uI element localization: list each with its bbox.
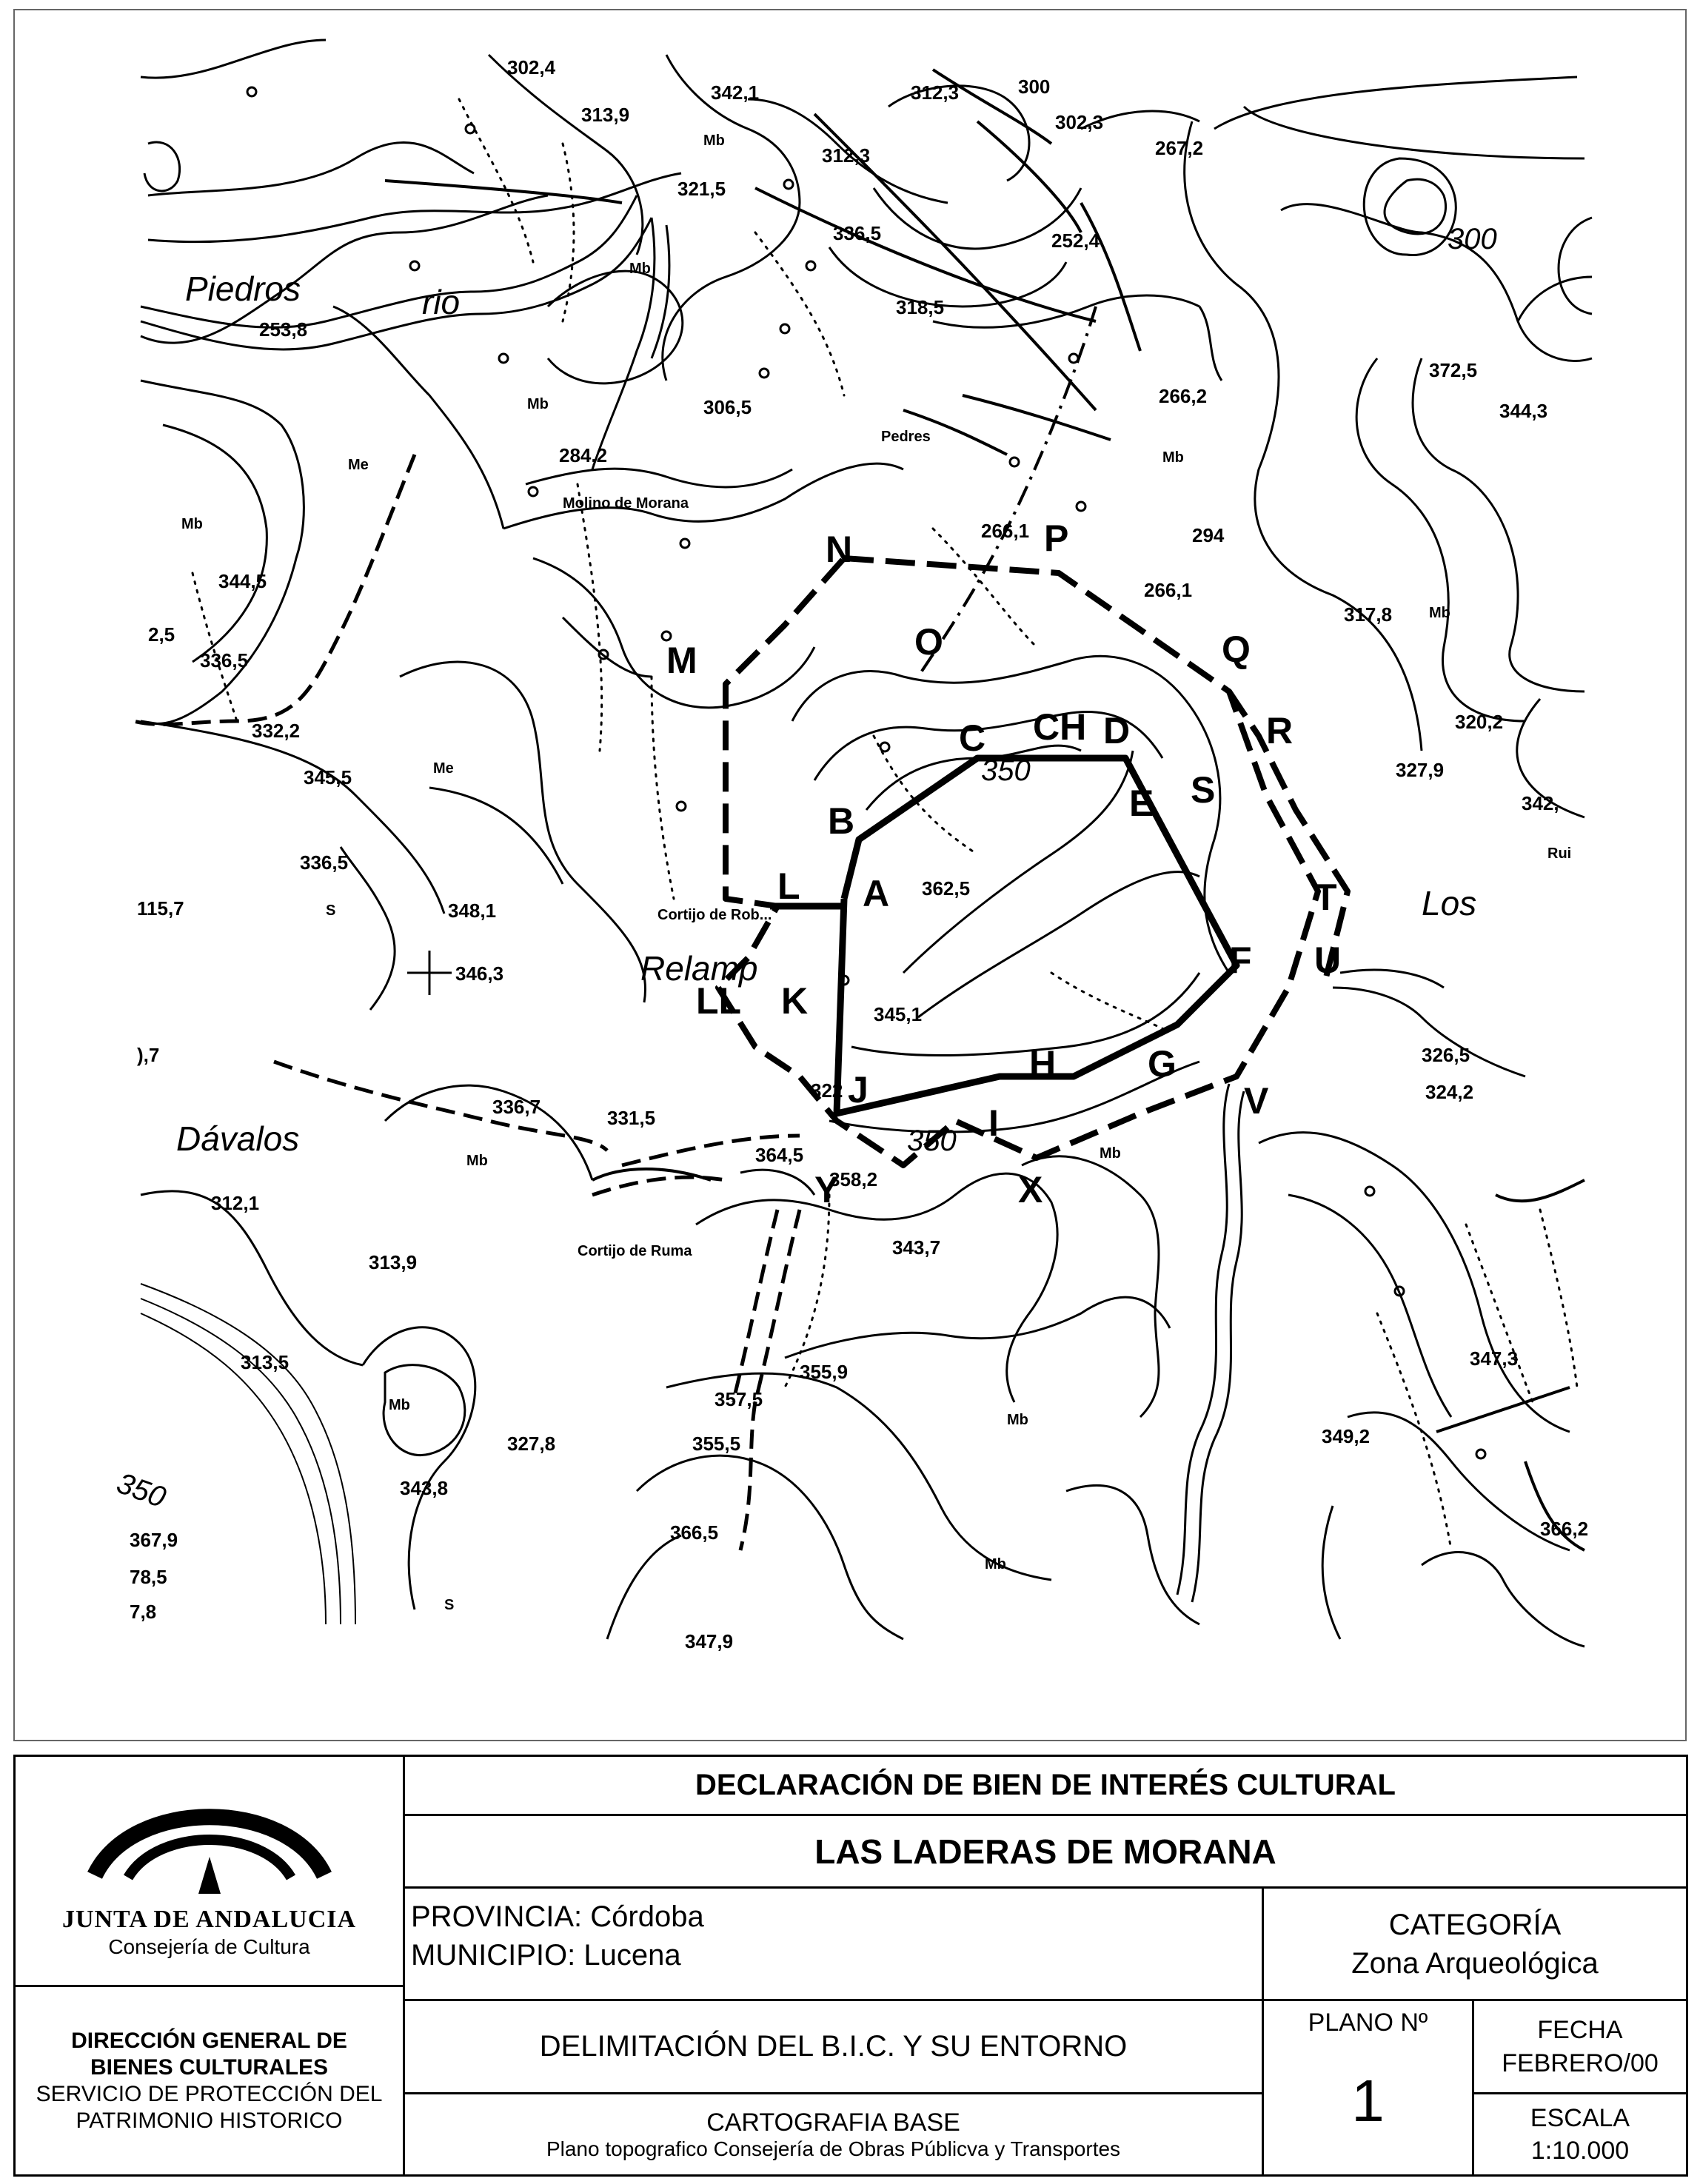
spot-height: 345,5 — [304, 766, 352, 788]
spot-height: 342,1 — [711, 81, 760, 104]
spot-height: 300 — [1018, 76, 1051, 98]
municipio-label: MUNICIPIO: — [411, 1939, 576, 1972]
spot-height: 347,9 — [685, 1630, 734, 1652]
spot-height: 266,1 — [981, 520, 1030, 542]
spot-height: 336,5 — [833, 222, 882, 244]
spot-height: 336,5 — [300, 851, 349, 874]
topographic-map — [13, 9, 1687, 1741]
spot-height: 366,5 — [670, 1521, 719, 1544]
vertex-letter: H — [1029, 1043, 1057, 1085]
provincia-line — [411, 1897, 1255, 1936]
plano-value: 1 — [1351, 2068, 1385, 2134]
spot-height: 345,1 — [874, 1003, 923, 1025]
vertex-letter: D — [1103, 710, 1131, 751]
direction-line-3: SERVICIO DE PROTECCIÓN DEL — [36, 2081, 383, 2106]
feature-label: Mb — [1162, 449, 1184, 466]
org-name: JUNTA DE ANDALUCIA — [61, 1906, 357, 1933]
feature-label: Mb — [985, 1556, 1006, 1572]
vertex-letter: X — [1018, 1169, 1043, 1210]
contour-label-300: 300 — [1448, 223, 1497, 255]
spot-height: 320,2 — [1455, 711, 1504, 733]
plano-cell — [1264, 2001, 1472, 2174]
vertex-letter: Q — [1222, 629, 1251, 670]
site-name-row — [405, 1816, 1686, 1886]
feature-label: Mb — [1100, 1145, 1121, 1162]
spot-height: 267,2 — [1155, 137, 1204, 159]
vertex-letter: R — [1266, 710, 1294, 751]
feature-label: Rui — [1547, 845, 1572, 862]
spot-height: 343,8 — [400, 1477, 449, 1499]
declaration-title: DECLARACIÓN DE BIEN DE INTERÉS CULTURAL — [695, 1769, 1396, 1801]
feature-label: Cortijo de Ruma — [578, 1243, 692, 1259]
vertex-letter: V — [1244, 1080, 1269, 1122]
cartografia-cell — [405, 2094, 1262, 2174]
feature-label: Mb — [527, 396, 549, 412]
vertex-letter: N — [826, 529, 853, 570]
contour-lines — [141, 40, 1592, 1647]
spot-height: 266,1 — [1144, 579, 1193, 601]
site-name: LAS LADERAS DE MORANA — [814, 1832, 1276, 1871]
feature-label: Mb — [1429, 605, 1450, 621]
municipio-value: Lucena — [583, 1939, 681, 1972]
spot-height: 336,7 — [492, 1096, 541, 1118]
spot-height: 366,2 — [1540, 1518, 1589, 1540]
spot-height: 344,3 — [1499, 400, 1548, 422]
spot-height: 364,5 — [755, 1144, 804, 1166]
contour-label-350: 350 — [907, 1125, 957, 1157]
spot-height: 347,3 — [1470, 1347, 1519, 1370]
spot-height: 306,5 — [703, 396, 752, 418]
place-name-piedros: Piedros — [185, 269, 301, 308]
vertex-letter: P — [1044, 517, 1069, 559]
vertex-letter: O — [914, 621, 943, 663]
department-name: Consejería de Cultura — [108, 1935, 310, 1958]
feature-label: Me — [348, 457, 369, 473]
spot-height: 336,5 — [200, 649, 249, 671]
logo-area — [16, 1757, 403, 1985]
vertex-letter: T — [1314, 877, 1337, 918]
location-info — [411, 1897, 1255, 1997]
spot-height: 313,9 — [581, 104, 630, 126]
escala-value: 1:10.000 — [1530, 2137, 1630, 2165]
spot-height: 357,5 — [715, 1388, 763, 1410]
place-name-relamp: Relamp — [640, 949, 758, 988]
spot-height: 313,9 — [369, 1251, 418, 1273]
title-block — [13, 1755, 1688, 2177]
vertex-letter: A — [863, 873, 890, 914]
spot-height: 322 — [811, 1079, 843, 1102]
spot-height: 358,2 — [829, 1168, 878, 1190]
direction-line-1: DIRECCIÓN GENERAL DE — [71, 2028, 347, 2053]
spot-height: 372,5 — [1429, 359, 1478, 381]
vertex-letter: F — [1229, 939, 1252, 981]
spot-height: 324,2 — [1425, 1081, 1474, 1103]
vertex-letter: LL — [696, 980, 742, 1022]
provincia-label: PROVINCIA: — [411, 1900, 583, 1933]
feature-label: Pedres — [881, 429, 931, 445]
spot-height: 266,2 — [1159, 385, 1208, 407]
spot-height: 355,9 — [800, 1361, 849, 1383]
spot-height: 331,5 — [607, 1107, 656, 1129]
spot-height: 348,1 — [448, 900, 497, 922]
contour-label-350: 350 — [112, 1467, 170, 1515]
junta-andalucia-logo — [87, 1783, 332, 1901]
feature-label: Mb — [181, 516, 203, 532]
delimitacion-text: DELIMITACIÓN DEL B.I.C. Y SU ENTORNO — [539, 2030, 1128, 2063]
spot-height: 312,1 — [211, 1192, 260, 1214]
spot-height: 78,5 — [130, 1566, 167, 1588]
spot-height: 313,5 — [241, 1351, 290, 1373]
spot-height: 332,2 — [252, 720, 301, 742]
spot-height: 302,3 — [1055, 111, 1104, 133]
fecha-cell — [1474, 2001, 1686, 2092]
spot-height: 344,5 — [218, 570, 267, 592]
feature-label: S — [444, 1597, 455, 1613]
direction-line-2: BIENES CULTURALES — [90, 2054, 329, 2080]
plano-label: PLANO Nº — [1308, 2009, 1428, 2037]
fecha-label: FECHA — [1537, 2016, 1623, 2045]
vertex-letter: I — [988, 1102, 999, 1144]
spot-height: 312,3 — [911, 81, 960, 104]
direction-line-4: PATRIMONIO HISTORICO — [76, 2108, 343, 2133]
feature-label: Mb — [389, 1397, 410, 1413]
provincia-value: Córdoba — [590, 1900, 704, 1933]
categoria-label: CATEGORÍA — [1388, 1908, 1562, 1941]
vertex-letter: Y — [814, 1169, 840, 1210]
spot-height: ),7 — [137, 1044, 160, 1066]
vertex-letter: S — [1191, 769, 1216, 811]
feature-label: Cortijo de Rob... — [657, 907, 772, 923]
feature-label: S — [326, 902, 336, 919]
contour-label-350: 350 — [981, 754, 1031, 787]
feature-label: Mb — [703, 133, 725, 149]
direction-area — [16, 1987, 403, 2174]
spot-height: 326,5 — [1422, 1044, 1470, 1066]
spot-height: 318,5 — [896, 296, 945, 318]
feature-label: Mb — [466, 1153, 488, 1169]
vertex-letter: M — [666, 640, 697, 681]
spot-height: 362,5 — [922, 877, 971, 900]
vertex-letter: E — [1129, 783, 1154, 824]
spot-height: 367,9 — [130, 1529, 178, 1551]
spot-height: 321,5 — [677, 178, 726, 200]
spot-height: 342, — [1522, 792, 1559, 814]
vertex-letter: U — [1314, 939, 1342, 981]
spot-height: 302,4 — [507, 56, 556, 78]
feature-label: Molino de Morana — [563, 495, 689, 512]
feature-label: Mb — [1007, 1412, 1028, 1428]
feature-label: Mb — [629, 261, 651, 277]
fecha-value: FEBRERO/00 — [1502, 2049, 1659, 2077]
vertex-letter: L — [777, 865, 800, 907]
place-name-davalos: Dávalos — [176, 1119, 300, 1158]
feature-label: Me — [433, 760, 454, 777]
categoria-cell — [1264, 1889, 1686, 1999]
delimitacion-cell — [405, 2001, 1262, 2092]
spot-height: 253,8 — [259, 318, 308, 341]
vertex-letter: C — [959, 717, 986, 759]
spot-height: 2,5 — [148, 623, 175, 646]
spot-height: 343,7 — [892, 1236, 941, 1259]
spot-height: 349,2 — [1322, 1425, 1371, 1447]
vertex-letter: G — [1148, 1043, 1177, 1085]
spot-height: 284,2 — [559, 444, 608, 466]
escala-cell — [1474, 2094, 1686, 2174]
map-drawing — [15, 10, 1688, 1743]
dashed-paths — [133, 70, 1584, 1550]
vertex-letter: B — [828, 800, 855, 842]
categoria-value: Zona Arqueológica — [1351, 1946, 1599, 1980]
vertex-letter: CH — [1033, 706, 1087, 748]
declaration-row — [405, 1757, 1686, 1814]
spot-height: 252,4 — [1051, 230, 1100, 252]
spot-height: 312,3 — [822, 144, 871, 167]
cartografia-value: Plano topografico Consejería de Obras Públicva y Transportes — [546, 2137, 1121, 2160]
municipio-line — [411, 1936, 1255, 1974]
spot-height: 346,3 — [455, 962, 504, 985]
spot-height: 327,9 — [1396, 759, 1445, 781]
escala-label: ESCALA — [1530, 2103, 1630, 2132]
spot-height: 7,8 — [130, 1601, 157, 1623]
spot-height: 294 — [1192, 524, 1225, 546]
river-word: rio — [422, 283, 461, 321]
spot-height: 115,7 — [137, 897, 184, 920]
cartografia-label: CARTOGRAFIA BASE — [706, 2108, 960, 2137]
spot-height: 317,8 — [1344, 603, 1393, 626]
vertex-letter: K — [781, 980, 809, 1022]
spot-height: 355,5 — [692, 1433, 741, 1455]
spot-height: 327,8 — [507, 1433, 556, 1455]
vertex-letter: J — [848, 1069, 869, 1111]
place-name-los: Los — [1422, 884, 1477, 922]
